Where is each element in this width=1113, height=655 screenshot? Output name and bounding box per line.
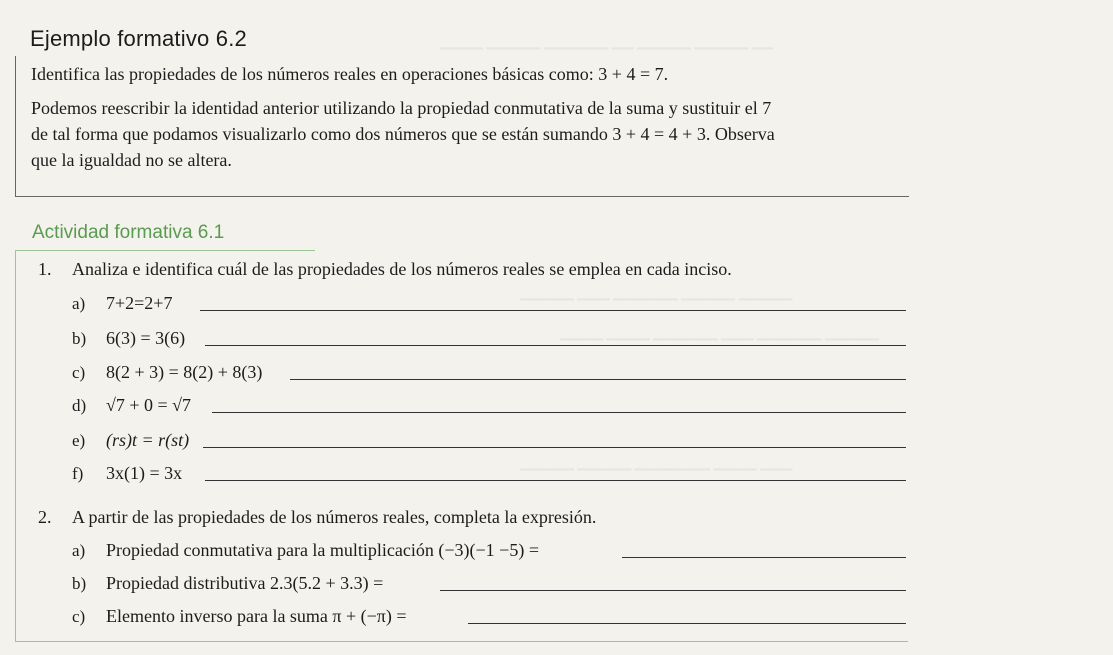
q1-item-expression: √7 + 0 = √7 (106, 395, 192, 415)
q1-answer-blank[interactable] (290, 379, 906, 380)
q1-item-expression: 6(3) = 3(6) (106, 328, 186, 348)
activity-bottom-rule (15, 641, 908, 642)
activity-title: Actividad formativa 6.1 (32, 222, 225, 243)
bleed-through: ▁▁▁▁▁ ▁▁▁ ▁▁▁▁▁▁ ▁▁▁▁▁ ▁▁▁▁▁ (520, 286, 793, 301)
question-1-text: Analiza e identifica cuál de las propiedades de los números reales se emplea en cada inciso. (72, 259, 732, 279)
q1-item-expression: 8(2 + 3) = 8(2) + 8(3) (106, 362, 263, 382)
q1-item-expression: (rs)t = r(st) (106, 430, 190, 450)
q1-answer-blank[interactable] (212, 412, 906, 413)
bleed-through: ▁▁▁▁ ▁▁▁▁ ▁▁▁▁▁▁ ▁▁▁ ▁▁▁▁▁▁ ▁▁▁▁▁ (560, 326, 879, 341)
question-2-text: A partir de las propiedades de los números reales, completa la expresión. (72, 507, 597, 527)
q2-answer-blank[interactable] (622, 557, 906, 558)
q2-item-text: Propiedad conmutativa para la multiplicación (−3)(−1 −5) = (106, 540, 539, 560)
question-2-number: 2. (38, 507, 52, 527)
example-statement: Identifica las propiedades de los números reales en operaciones básicas como: 3 + 4 = 7. (31, 64, 669, 84)
q1-item-letter: c) (72, 363, 86, 382)
q2-item-text: Propiedad distributiva 2.3(5.2 + 3.3) = (106, 573, 384, 593)
q1-item-expression: 3x(1) = 3x (106, 463, 183, 483)
q1-item-letter: b) (72, 329, 87, 348)
q1-answer-blank[interactable] (205, 345, 906, 346)
example-solution-line-1: Podemos reescribir la identidad anterior utilizando la propiedad conmutativa de la suma y sustituir el 7 (31, 98, 772, 118)
example-title: Ejemplo formativo 6.2 (30, 26, 247, 51)
q1-item-letter: a) (72, 294, 86, 313)
example-solution-line-2: de tal forma que podamos visualizarlo como dos números que se están sumando 3 + 4 = 4 + 3. Observa (31, 124, 775, 144)
q2-item-text: Elemento inverso para la suma π + (−π) = (106, 606, 407, 626)
q2-item-letter: a) (72, 541, 86, 560)
q1-answer-blank[interactable] (200, 310, 906, 311)
q1-item-letter: f) (72, 464, 84, 483)
q2-item-letter: c) (72, 607, 86, 626)
q1-item-letter: e) (72, 431, 86, 450)
q1-item-letter: d) (72, 396, 87, 415)
q1-answer-blank[interactable] (205, 480, 906, 481)
q1-answer-blank[interactable] (203, 447, 906, 448)
q2-answer-blank[interactable] (440, 590, 906, 591)
activity-rule (15, 250, 315, 251)
activity-left-border (15, 250, 16, 642)
bleed-through: ▁▁▁▁ ▁▁▁▁▁ ▁▁▁▁▁▁ ▁▁ ▁▁▁▁▁ ▁▁▁▁▁ ▁▁ (440, 35, 774, 50)
bleed-through: ▁▁▁▁▁ ▁▁▁▁▁ ▁▁▁▁▁▁▁ ▁▁▁▁ ▁▁▁ (520, 456, 793, 471)
q2-answer-blank[interactable] (468, 623, 906, 624)
question-1-number: 1. (38, 259, 52, 279)
q1-item-expression: 7+2=2+7 (106, 293, 173, 313)
example-solution-line-3: que la igualdad no se altera. (31, 150, 232, 170)
q2-item-letter: b) (72, 574, 87, 593)
